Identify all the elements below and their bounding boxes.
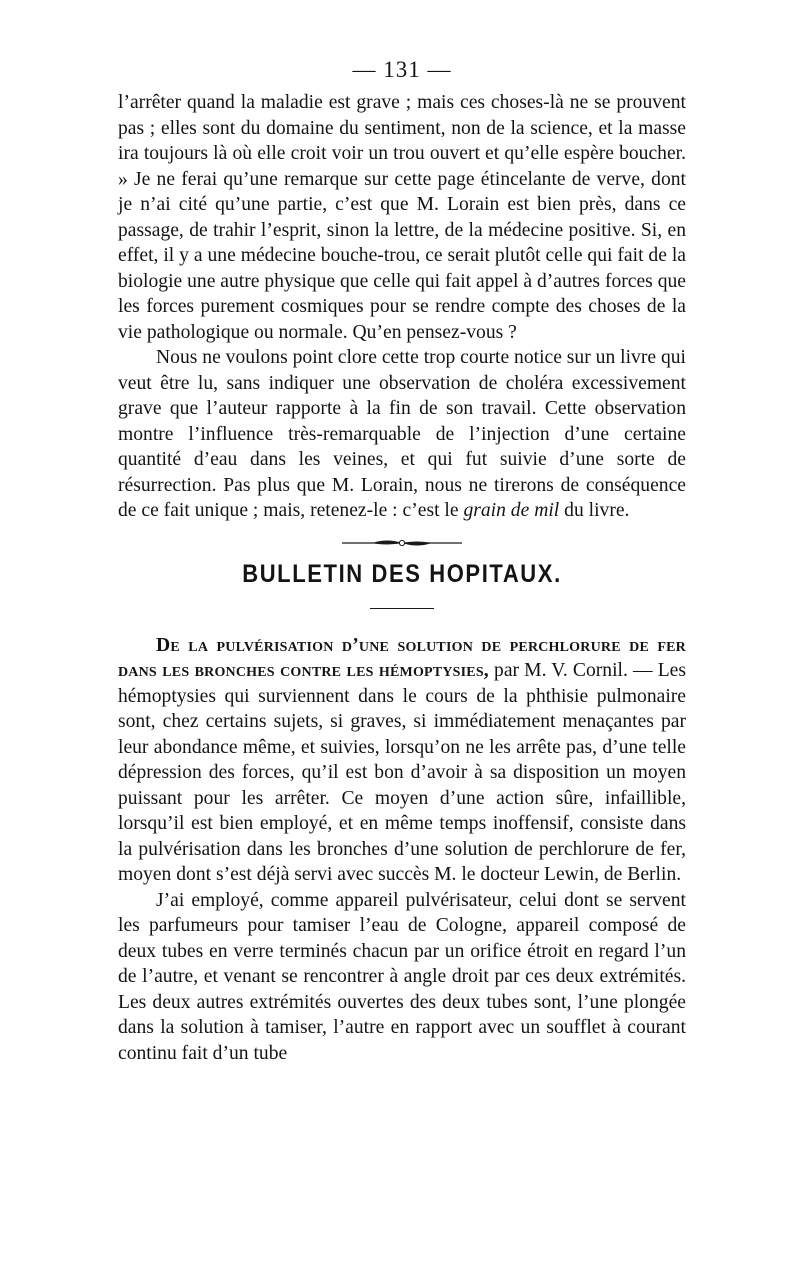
section-divider [370,608,434,609]
ornamental-rule [118,538,686,548]
article-body: par M. V. Cornil. — Les hémoptysies qui surviennent dans le cours de la phthisie pulmonaire sont, chez certains sujets, si graves, si immédiatement menaçantes par leur abondance même, et suivies, lorsqu’on ne les arrête pas, d’une telle dépression des forces, qu’il est bon d’avoir à sa disposition un moyen puissant pour les arrêter. Ce moyen d’une action sûre, infaillible, lorsqu’il est bien employé, et en même temps inoffensif, consiste dans la pulvérisation dans les bronches d’une solution de perchlorure de fer, moyen dont s’est déjà servi avec succès M. le docteur Lewin, de Berlin. [118,660,686,885]
page-number: — 131 — [352,57,452,82]
article-title: De la pulvérisation d’une solution de perchlorure de fer dans les bronches contre les hémoptysies, [118,634,686,681]
closing-notice-end: du livre. [559,500,630,521]
paragraph-apparatus: J’ai employé, comme appareil pulvérisateur, celui dont se servent les parfumeurs pour tamiser l’eau de Cologne, appareil composé de deux tubes en verre terminés chacun par un orifice étroit en regard l’un de l’autre, et venant se rencontrer à angle droit par ces deux extrémités. Les deux autres extrémités ouvertes des deux tubes sont, l’une plongée dans la solution à tamiser, l’autre en rapport avec un soufflet à courant continu fait d’un tube [118,889,686,1064]
italic-phrase: grain de mil [463,500,560,521]
paragraph-article-intro [118,633,686,888]
closing-notice-text: Nous ne voulons point clore cette trop courte notice sur un livre qui veut être lu, sans indiquer une observation de choléra excessivement grave que l’auteur rapporte à la fin de son travail. Cette observation montre l’influence très-remarquable de l’injection d’une certaine quantité d’eau dans les veines, et qui fut suivie d’une sorte de résurrection. Pas plus que M. Lorain, nous ne tirerons de conséquence de ce fait unique ; mais, retenez-le : c’est le [118,347,686,521]
ornament-divider-icon [342,538,462,548]
paragraph-closing-notice [118,345,686,524]
paragraph-continuation: l’arrêter quand la maladie est grave ; mais ces choses-là ne se prouvent pas ; elles sont du domaine du sentiment, non de la science, et la masse ira toujours là où elle croit voir un trou ouvert et qu’elle espère boucher. » Je ne ferai qu’une remarque sur cette page étincelante de verve, dont je n’ai cité qu’une partie, c’est que M. Lorain est bien près, dans ce passage, de trahir l’esprit, sinon la lettre, de la médecine positive. Si, en effet, il y a une médecine bouche-trou, ce serait plutôt celle qui fait de la biologie une autre physique que celle qui fait appel à d’autres forces que les forces purement cosmiques pour se rendre compte des choses de la vie pathologique ou normale. Qu’en pensez-vous ? [118,92,686,343]
book-page [118,56,686,1066]
section-title: BULLETIN DES HOPITAUX. [242,558,562,587]
